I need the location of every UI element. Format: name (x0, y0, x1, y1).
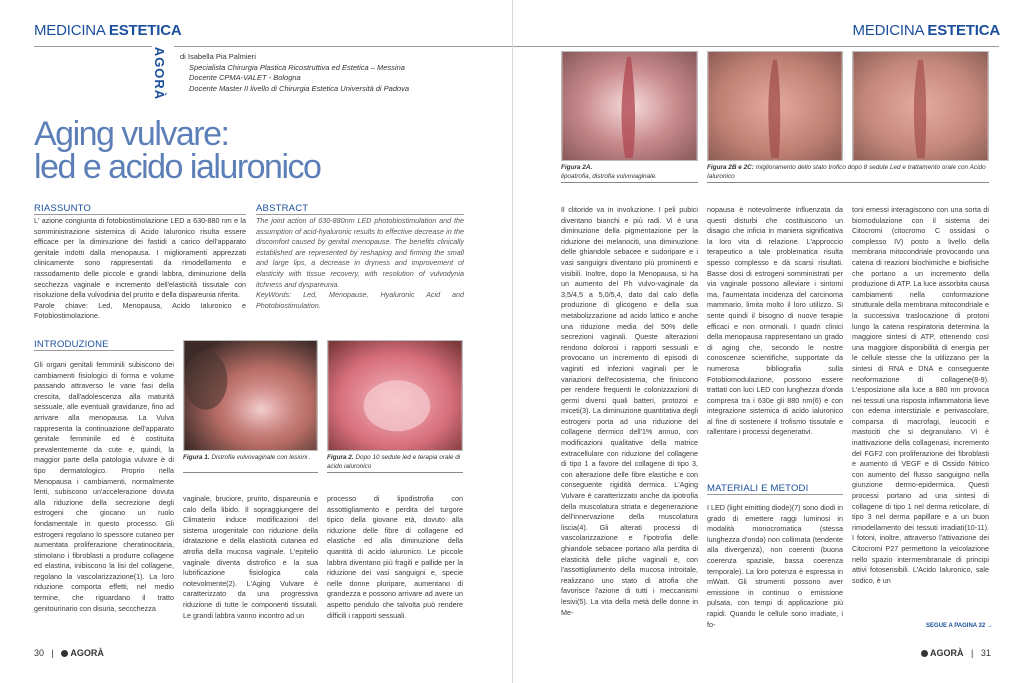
body-column-4: Il clitoride va in involuzione. I peli pubici diventano bianchi e più radi. Vi è una diminuzione della pigmentazione per la riduzione dei melanociti, una diminuzione delle ghiandole sebacee e sudoripare e i vasi sanguigni diventano più prominenti e visibili. Inoltre, dopo la Menopausa, si ha un aumento del Ph vulvo-vaginale da 3,5/4,5 a 5,0/5,4, dato dal calo della produzione di glicogeno e della sua metabolizzazione ad acido lattico e anche una riduzione media del 50% delle secrezioni vaginali. Queste alterazioni rendono dolorosi i rapporti sessuali e provocano un incremento di episodi di vaginiti ed infezioni vaginali per le variazioni dell'ecosistema, che finiscono per rendere frequenti le colonizzazioni di germi diversi quali batteri, protozoi e miceti(3). La diminuzione quantitativa degli estrogeni porta ad una riduzione del collagene dermico dell'1% annuo, con modificazioni qualitative della matrice extracellulare con riduzione del collagene di tipo 1 a favore del collagene di tipo 3, con alterazione delle fibre elastiche e con conseguente rigidità dermica. L'Aging Vulvare è caratterizzato anche da ipotrofia della muscolatura striata e degenerazione dell'innervazione della muscolatura liscia(4). Gli alterati processi di vascolarizzazione e l'ipotrofia delle ghiandole sebacee portano alla perdita di elasticità delle pliche vaginali e, con l'assottigliamento della mucosa introitale, realizzano uno stato di atrofia che favorisce l'azione di tutti i meccanismi lesivi(5). La vita della metà delle donne in Me- (561, 205, 698, 617)
brand-dot-icon (921, 650, 928, 657)
figure-2b-photo (707, 51, 843, 161)
figure-2-photo (327, 340, 463, 451)
header-rule (513, 46, 999, 47)
footer-left: 30 | AGORÀ (34, 648, 104, 658)
riassunto-rule (34, 214, 246, 215)
section-header-left: MEDICINA ESTETICA (34, 22, 182, 39)
body-column-3: processo di lipodistrofia con assottigliamento e perdita del turgore tipico della giovane età, dovuto alla riduzione delle fibre di collagene ed elastiche ed alla diminuzione della quantità di acido ialuronico. Le piccole labbra diventano più fragili e pallide per la riduzione dei vasi sanguigni e, specie nelle donne pluripare, aumentano di grandezza e possono arrivare ad avere un aspetto pendulo che talvolta può rendere difficili i rapporti sessuali. (327, 494, 463, 620)
figure-2a-rule (561, 182, 698, 183)
continue-link[interactable]: SEGUE A PAGINA 32 → (926, 623, 993, 629)
footer-right: AGORÀ | 31 (921, 648, 991, 658)
right-page (512, 0, 1024, 683)
figure-1-caption: Figura 1. Distrofia vulvovaginale con lesioni . (183, 454, 311, 461)
abstract-heading: ABSTRACT (256, 203, 309, 214)
article-title: Aging vulvare: led e acido ialuronico (34, 115, 321, 186)
author-byline: di Isabella Pia Palmieri (180, 52, 256, 61)
figure-2-rule (327, 472, 463, 473)
header-rule (34, 46, 512, 47)
body-column-2: vaginale, bruciore, prurito, dispareunia e calo della libido. Il sopraggiungere del Climaterio induce modificazioni del sistema urogenitale con riduzione della idratazione e della elasticità cutanea ed atrofia della mucosa vaginale. L'epitelio vaginale diventa distrofico e la sua lubrificazione fisiologica cala notevolmente(2). L'Aging Vulvare è caratterizzato da una progressiva riduzione di tutte le componenti tissutali. Le grandi labbra vanno incontro ad un (183, 494, 318, 620)
intro-heading: INTRODUZIONE (34, 339, 109, 350)
materiali-heading: MATERIALI E METODI (707, 483, 809, 494)
figure-1-rule (183, 472, 318, 473)
figure-2bc-caption: Figura 2B e 2C: miglioramento dello stato trofico dopo 8 sedute Led e trattamento orale con Acido Ialuronico (707, 164, 986, 180)
author-line: Specialista Chirurgia Plastica Ricostruttiva ed Estetica – Messina (189, 62, 405, 72)
figure-2a-caption: Figura 2A. lipoatrofia, distrofia vulvovaginale. (561, 164, 657, 180)
author-block (180, 52, 409, 94)
figure-2c-photo (852, 51, 989, 161)
body-column-5b: I LED (light emitting diode)(7) sono diodi in grado di emettere raggi luminosi in modalità monocromatica (stessa lunghezza d'onda) non collimata (tendente alla divergenza), non coerenti (buona coerenza spaziale, bassa coerenza temporale). La loro potenza è espressa in mWatt. Gli strumenti possono aver emissione in continuo o emissione pulsata, con tempi di applicazione più rapidi. Quando le cellule sono irradiate, i fo- (707, 503, 843, 629)
abstract-text: The joint action of 630-880nm LED photobiostimulation and the assumption of acid-hyaluronic results to effective decrease in the discomfort caused by genital menopause. The benefits clinically established are represented by reshaping and firming the small and large lips, a decrease in dryness and improvement of elasticity with tissue recovery, with resolution of vulvodynia itchness and dyspareunia. KeyWords: Led, Menopause, Hyaluronic Acid and Photobiostimulation. (256, 216, 464, 310)
materiali-rule (707, 494, 843, 495)
riassunto-heading: RIASSUNTO (34, 203, 92, 214)
author-line: Docente CPMA-VALET - Bologna (189, 73, 301, 82)
abstract-rule (256, 214, 464, 215)
body-column-6: toni emessi interagiscono con una sorta di biomodulazione con il sistema dei Citocromi (citocromo C ossidasi o complesso IV) posto a livello della membrana mitocondriale provocando una catena di reazioni biochimiche e biofisiche che portano a un incremento della produzione di ATP. La luce assorbita causa cambiamenti nella conformazione strutturale della membrana mitocondriale e la successiva traslocazione di protoni lungo la catena respiratoria determina la maggiore sintesi di ATP, ottenendo così una maggiore disponibilità di energia per le cellule stesse che la utilizzano per la sintesi di RNA e DNA e conseguente neoformazione di collagene(8-9). L'esposizione alla luce a 880 nm provoca nei tessuti una risposta inflammatoria lieve con edema interstiziale e perivascolare, comparsa di macrofagi, leucociti e mastociti che si degranulano. Vi è inattivazione della collagenasi, incremento del FGF2 con proliferazione dei fibroblasti e aumento di VEGF e di Ossido Nitrico con aumento del flusso sanguigno nella giunzione dermo-epidermica. Questi processi portano ad una sintesi di collagene di tipo 1 nel derma reticolare, di tipo 3 nel derma papillare e a un buon rimodellamento dei tessuti irradiati(10-11). I fotoni, inoltre, attraverso l'attivazione dei Citocromi P27 permettono la veicolazione nello spazio intermembranale di principi attivi fotosensibili. L'Acido Ialuronico, sale sodico, è un (852, 205, 989, 585)
figure-2a-photo (561, 51, 698, 161)
section-tag: AGORÀ (152, 46, 174, 106)
riassunto-text: L' azione congiunta di fotobiostimolazione LED a 630-880 nm e la somministrazione sistemica di Acido Ialuronico risulta essere efficace per la diminuzione dei fastidi a carico dell'apparato genitale indotti dalla menopausa. I miglioramenti apprezzati clinicamente sono rappresentati da rimodellamento e rassodamento delle piccole e grandi labbra, diminuzione della secchezza vaginale e incremento dell'elasticità tissutale con risoluzione della vulvodinia del prurito e della dispareunia riferita. Parole chiave: Led, Menopausa, Acido Ialuronico e Fotobiostimolazione. (34, 216, 246, 321)
figure-2-caption: Figura 2. Dopo 10 sedute led e terapia orale di acido ialuronico (327, 454, 461, 470)
body-column-5a: nopausa è notevolmente influenzata da questi disturbi che costituiscono un disagio che inficia in maniera significativa la loro vita di relazione. L'approccio terapeutico a tale problematica risulta spesso complesso e dà scarsi risultati. Basse dosi di estrogeni somministrati per via vaginale possono alleviare i sintomi ma, l'aumentata incidenza del carcinoma mammario, limita molto il loro utilizzo. Si sente quindi il bisogno di nuove terapie efficaci e non ormonali. I quadri clinici della menopausa rappresentano un grado di aging che, secondo le nostre conoscenze scientifiche, supportate da numerosa bibliografia sulla Fotobiomodulazione, possono essere trattati con luci LED con lunghezza d'onda compresa tra i 630e gli 880 nm(6) e con integrazione sistemica di acido ialuronico al fine di sostenere il trofismo tissutale e rallentare i processi degenerativi. (707, 205, 843, 437)
section-header-right: MEDICINA ESTETICA (852, 22, 1000, 39)
body-column-1: Gli organi genitali femminili subiscono dei cambiamenti fisiologici di forma e volume passando attraverso le varie fasi della crescita, dall'adolescenza alla maturità sessuale, alle eventuali gravidanze, fino ad arrivare alla menopausa. La Vulva rappresenta la continuazione dell'apparato genitale femminile ed è costituita prevalentemente da cute e, quindi, la maggior parte della patologia vulvare è di tipo dermatologico. Proprio nella Menopausa i cambiamenti, normalmente lenti, subiscono un'accelerazione dovuta alla riduzione della secrezione degli estrogeni che giocano un ruolo fondamentale in questo processo. Gli estrogeni regolano lo spessore cutaneo per aumentata proliferazione cheratinocitaria, stimolano i fibroblasti a produrre collagene ed elastina, inibiscono la lisi del collagene, regolano la vascolarizzazione(1). La loro riduzione comporta effetti, nel medio termine, che riguardano il tratto genitourinario con disuria, seccchezza (34, 360, 174, 613)
author-line: Docente Master II livello di Chirurgia Estetica Università di Padova (189, 83, 410, 93)
intro-rule (34, 350, 174, 351)
figure-2bc-rule (707, 182, 989, 183)
brand-dot-icon (61, 650, 68, 657)
figure-1-photo (183, 340, 318, 451)
